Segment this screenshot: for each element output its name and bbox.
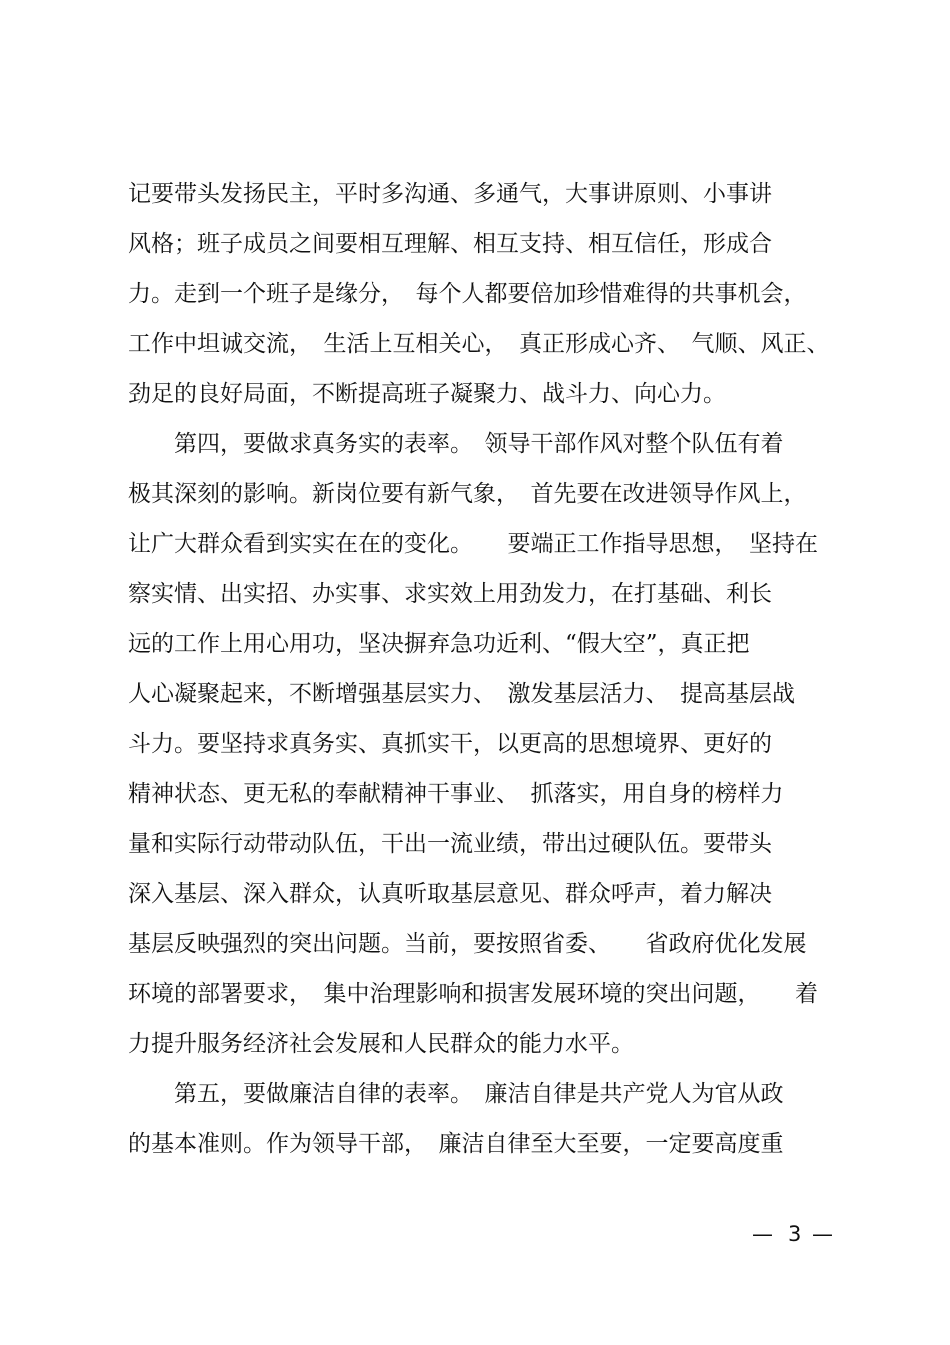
text-line: 环境的部署要求， 集中治理影响和损害发展环境的突出问题， 着	[128, 981, 818, 1007]
text-line: 深入基层、深入群众，认真听取基层意见、群众呼声，着力解决	[128, 881, 772, 907]
text-line: 力。走到一个班子是缘分， 每个人都要倍加珍惜难得的共事机会，	[128, 281, 807, 307]
text-line: 察实情、出实招、办实事、求实效上用劲发力，在打基础、利长	[128, 581, 772, 607]
text-line: 工作中坦诚交流， 生活上互相关心， 真正形成心齐、 气顺、风正、	[128, 331, 830, 357]
page-number: 3	[788, 1222, 802, 1246]
text-line: 风格；班子成员之间要相互理解、相互支持、相互信任，形成合	[128, 231, 772, 257]
text-line: 斗力。要坚持求真务实、真抓实干，以更高的思想境界、更好的	[128, 731, 772, 757]
text-line: 极其深刻的影响。新岗位要有新气象， 首先要在改进领导作风上，	[128, 481, 807, 507]
text-line: 精神状态、更无私的奉献精神干事业、 抓落实，用自身的榜样力	[128, 781, 784, 807]
footer-dash-left: —	[752, 1222, 773, 1246]
text-line: 劲足的良好局面，不断提高班子凝聚力、战斗力、向心力。	[128, 381, 726, 407]
text-line: 让广大群众看到实实在在的变化。 要端正工作指导思想， 坚持在	[128, 531, 818, 557]
text-line: 人心凝聚起来，不断增强基层实力、 激发基层活力、 提高基层战	[128, 681, 795, 707]
text-line: 基层反映强烈的突出问题。当前，要按照省委、 省政府优化发展	[128, 931, 807, 957]
footer-dash-right: —	[812, 1222, 833, 1246]
text-line: 力提升服务经济社会发展和人民群众的能力水平。	[128, 1031, 634, 1057]
paragraph-start-line: 第五，要做廉洁自律的表率。 廉洁自律是共产党人为官从政	[128, 1081, 784, 1107]
paragraph-start-line: 第四，要做求真务实的表率。 领导干部作风对整个队伍有着	[128, 431, 784, 457]
text-line: 的基本准则。作为领导干部， 廉洁自律至大至要，一定要高度重	[128, 1131, 784, 1157]
text-line: 量和实际行动带动队伍，干出一流业绩，带出过硬队伍。要带头	[128, 831, 772, 857]
text-line: 远的工作上用心用功，坚决摒弃急功近利、“假大空”，真正把	[128, 631, 750, 657]
text-line: 记要带头发扬民主，平时多沟通、多通气，大事讲原则、小事讲	[128, 181, 772, 207]
